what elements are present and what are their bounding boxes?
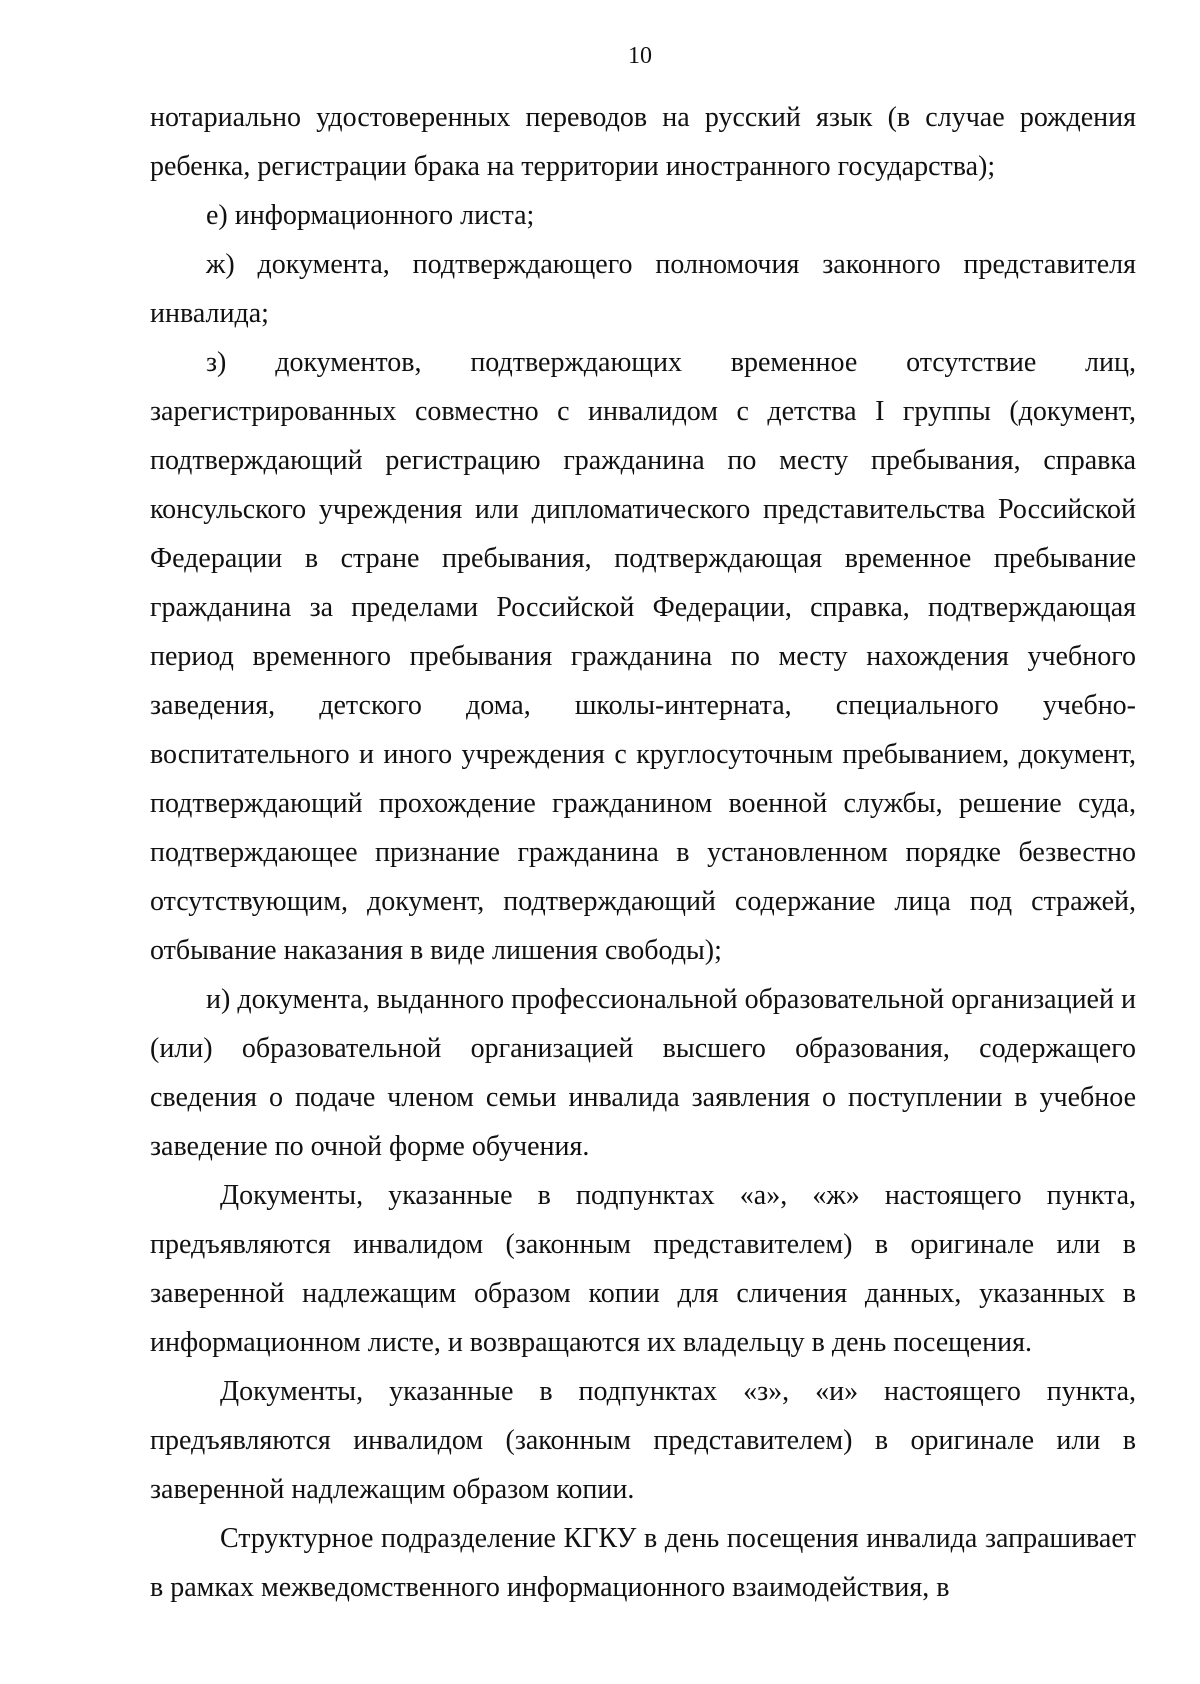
paragraph-item-z: з) документов, подтверждающих временное отсутствие лиц, зарегистрированных совместно с инвалидом с детства I группы (документ, подтверждающий регистрацию гражданина по месту пребывания, справка консульского учреждения или дипломатического представительства Российской Федерации в стране пребывания, подтверждающая временное пребывание гражданина за пределами Российской Федерации, справка, подтверждающая период временного пребывания гражданина по месту нахождения учебного заведения, детского дома, школы-интерната, специального учебно-воспитательного и иного учреждения с круглосуточным пребыванием, документ, подтверждающий прохождение гражданином военной службы, решение суда, подтверждающее признание гражданина в установленном порядке безвестно отсутствующим, документ, подтверждающий содержание лица под стражей, отбывание наказания в виде лишения свободы);	[150, 347, 1136, 966]
paragraph-kgku-request: Структурное подразделение КГКУ в день посещения инвалида запрашивает в рамках межведомственного информационного взаимодействия, в	[150, 1523, 1136, 1603]
paragraph-item-e: е) информационного листа;	[206, 200, 535, 231]
page-number: 10	[628, 43, 652, 69]
paragraph-documents-z-i: Документы, указанные в подпунктах «з», «и» настоящего пункта, предъявляются инвалидом (законным представителем) в оригинале или в заверенной надлежащим образом копии.	[150, 1376, 1136, 1505]
paragraph-item-zh: ж) документа, подтверждающего полномочия законного представителя инвалида;	[150, 249, 1136, 329]
document-body	[150, 93, 1136, 1612]
paragraph-translations: нотариально удостоверенных переводов на русский язык (в случае рождения ребенка, регистрации брака на территории иностранного государства);	[150, 102, 1136, 182]
paragraph-documents-a-zh: Документы, указанные в подпунктах «а», «ж» настоящего пункта, предъявляются инвалидом (законным представителем) в оригинале или в заверенной надлежащим образом копии для сличения данных, указанных в информационном листе, и возвращаются их владельцу в день посещения.	[150, 1180, 1136, 1358]
paragraph-item-i: и) документа, выданного профессиональной образовательной организацией и (или) образовательной организацией высшего образования, содержащего сведения о подаче членом семьи инвалида заявления о поступлении в учебное заведение по очной форме обучения.	[150, 984, 1136, 1162]
